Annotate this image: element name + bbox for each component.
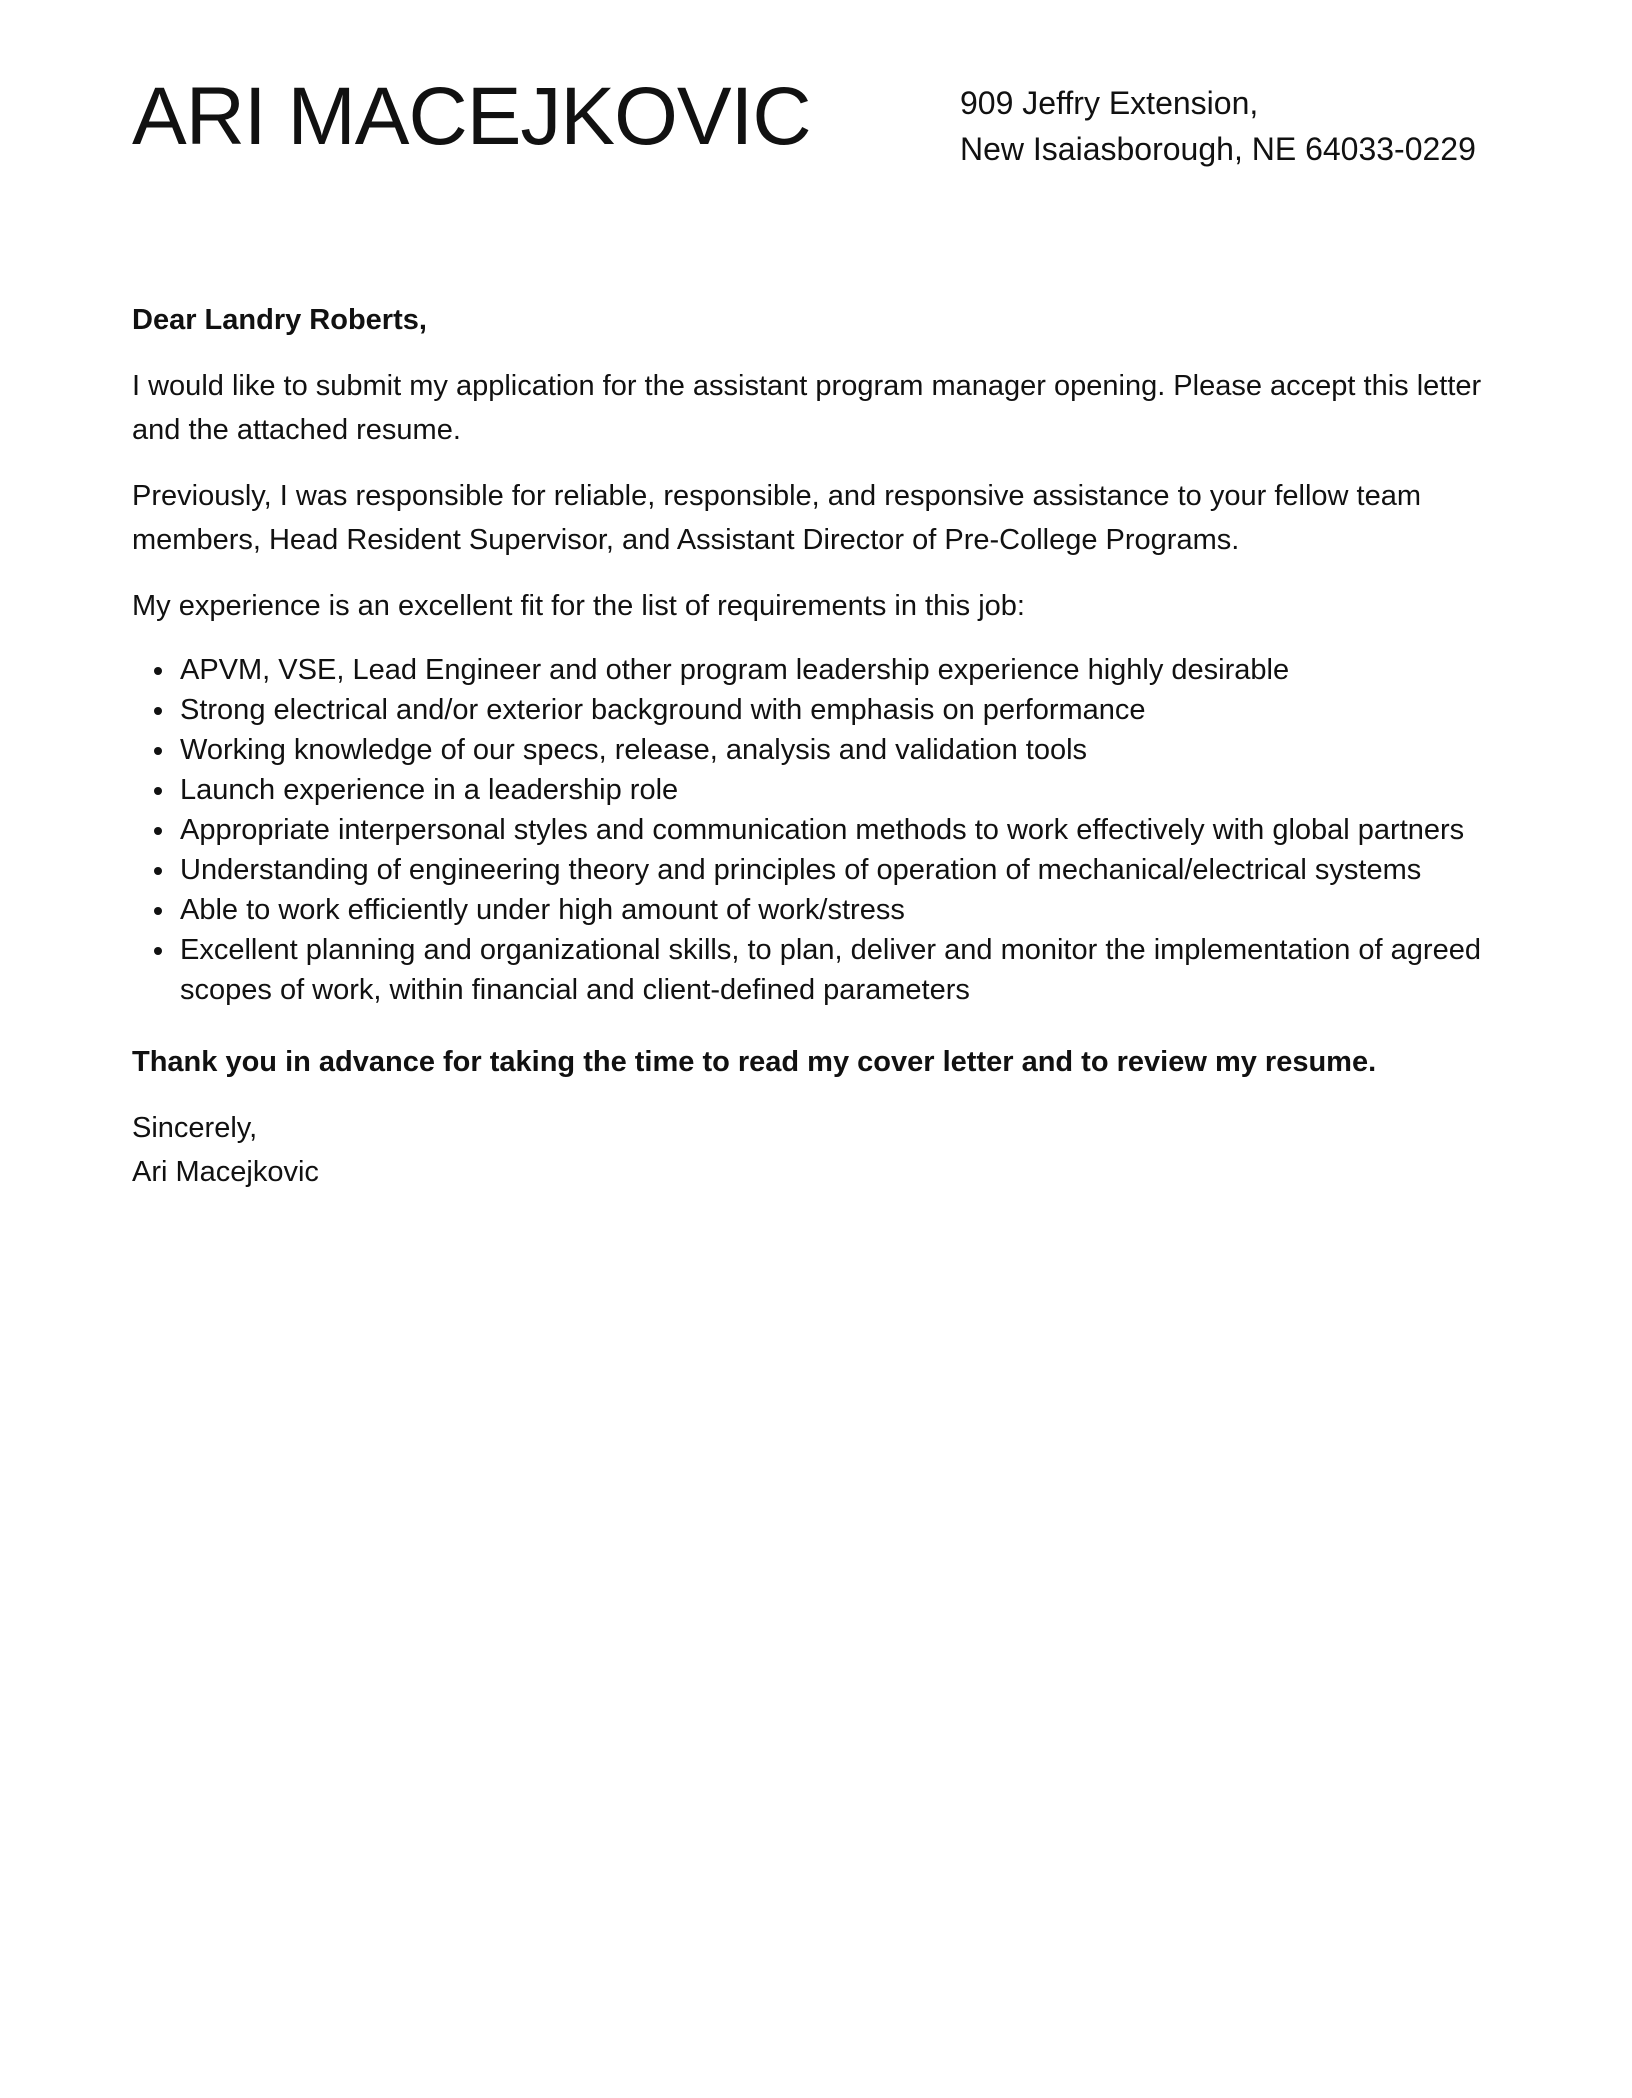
- list-item: Understanding of engineering theory and principles of operation of mechanical/electrical systems: [180, 850, 1504, 890]
- requirements-intro: My experience is an excellent fit for the list of requirements in this job:: [132, 590, 1025, 622]
- experience-paragraph: Previously, I was responsible for reliable, responsible, and responsive assistance to your fellow team members, Head Resident Supervisor, and Assistant Director of Pre-College Programs.: [132, 480, 1421, 556]
- list-item: Working knowledge of our specs, release, analysis and validation tools: [180, 730, 1504, 770]
- list-item: Launch experience in a leadership role: [180, 770, 1504, 810]
- list-item: Strong electrical and/or exterior background with emphasis on performance: [180, 690, 1504, 730]
- applicant-address: [960, 80, 1476, 172]
- address-line-1: 909 Jeffry Extension,: [960, 85, 1259, 121]
- list-item: Excellent planning and organizational skills, to plan, deliver and monitor the implementation of agreed scopes of work, within financial and client-defined parameters: [180, 930, 1504, 1010]
- address-line-2: New Isaiasborough, NE 64033-0229: [960, 131, 1476, 167]
- closing-paragraph: Thank you in advance for taking the time to read my cover letter and to review my resume.: [132, 1046, 1377, 1078]
- requirements-list: [132, 650, 1504, 1010]
- list-item: APVM, VSE, Lead Engineer and other program leadership experience highly desirable: [180, 650, 1504, 690]
- signoff-block: [132, 1106, 1504, 1194]
- list-item: Appropriate interpersonal styles and communication methods to work effectively with global partners: [180, 810, 1504, 850]
- intro-paragraph: I would like to submit my application for the assistant program manager opening. Please accept this letter and the attached resume.: [132, 370, 1482, 446]
- signoff: Sincerely,: [132, 1112, 258, 1144]
- salutation: Dear Landry Roberts,: [132, 304, 427, 336]
- letter-body: [132, 298, 1504, 1194]
- applicant-name: ARI MACEJKOVIC: [132, 71, 811, 162]
- list-item: Able to work efficiently under high amount of work/stress: [180, 890, 1504, 930]
- signature-name: Ari Macejkovic: [132, 1156, 319, 1188]
